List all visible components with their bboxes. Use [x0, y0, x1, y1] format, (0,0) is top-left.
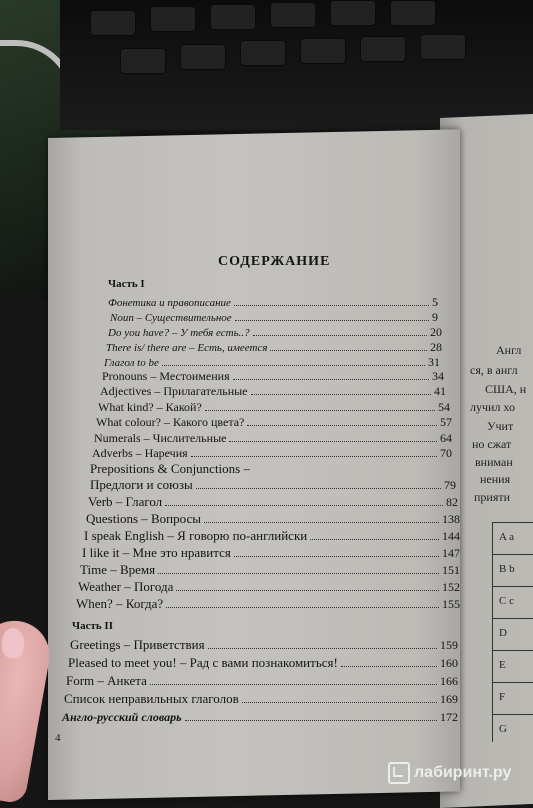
- keyboard-key: [420, 34, 466, 60]
- toc-entry: [108, 295, 438, 309]
- toc-leader: [176, 582, 439, 591]
- toc-leader: [235, 312, 429, 321]
- toc-entry: [104, 355, 440, 369]
- keyboard-background: [60, 0, 533, 130]
- toc-entry-label: Time – Время: [80, 562, 156, 577]
- fingernail: [2, 628, 24, 658]
- part-2-label: Часть II: [72, 620, 113, 632]
- toc-entry: [90, 478, 456, 492]
- alphabet-cell: D: [493, 618, 533, 646]
- toc-entry-label: Greetings – Приветствия: [70, 637, 205, 652]
- toc-entry-page: 20: [430, 325, 442, 339]
- toc-entry: [68, 656, 458, 670]
- toc-entry: [70, 638, 458, 652]
- toc-entry: [86, 512, 460, 526]
- toc-entry-label: Pleased to meet you! – Рад с вами познакомиться!: [68, 655, 338, 670]
- toc-entry-label: What colour? – Какого цвета?: [96, 415, 245, 429]
- toc-leader: [208, 640, 437, 649]
- toc-leader: [270, 342, 427, 351]
- toc-entry-page: 28: [430, 340, 442, 354]
- toc-entry-page: 54: [438, 400, 450, 414]
- right-page-line: Англ: [496, 343, 522, 357]
- right-page-line: прияти: [474, 490, 511, 504]
- toc-entry-page: 160: [440, 656, 458, 670]
- alphabet-cell: A a: [493, 522, 533, 550]
- right-page-line: но сжат: [472, 437, 512, 451]
- toc-entry-label: Form – Анкета: [66, 673, 147, 688]
- alphabet-cell: F: [493, 682, 533, 710]
- toc-entry: [88, 495, 458, 509]
- toc-entry: [110, 310, 438, 324]
- toc-entry-label: Adjectives – Прилагательные: [100, 384, 248, 398]
- toc-leader: [253, 327, 427, 336]
- keyboard-key: [330, 0, 376, 26]
- keyboard-key: [390, 0, 436, 26]
- toc-entry-label: When? – Когда?: [76, 596, 164, 611]
- toc-entry: [80, 563, 460, 577]
- toc-entry-page: 70: [440, 446, 452, 460]
- right-page-line: Учит: [487, 419, 514, 433]
- toc-entry-label: There is/ there are – Есть, имеется: [106, 342, 268, 354]
- toc-entry-label: Список неправильных глаголов: [64, 691, 239, 706]
- toc-entry-page: 151: [442, 563, 460, 577]
- toc-entry-label: Англо-русский словарь: [62, 710, 182, 724]
- keyboard-key: [360, 36, 406, 62]
- toc-title: СОДЕРЖАНИЕ: [218, 254, 331, 269]
- toc-entry-page: 31: [428, 355, 440, 369]
- toc-entry-page: 155: [442, 597, 460, 611]
- toc-entry-label: Noun – Существительное: [110, 312, 232, 324]
- toc-entry: [96, 415, 452, 429]
- toc-leader: [242, 694, 437, 703]
- toc-entry-label: Предлоги и союзы: [90, 477, 193, 492]
- toc-entry-label: Prepositions & Conjunctions –: [90, 461, 250, 476]
- keyboard-key: [120, 48, 166, 74]
- toc-entry: [94, 431, 452, 445]
- toc-entry-page: 152: [442, 580, 460, 594]
- toc-leader: [310, 531, 439, 540]
- toc-leader: [205, 402, 435, 411]
- toc-entry-page: 57: [440, 415, 452, 429]
- alphabet-table: [492, 522, 533, 742]
- toc-leader: [166, 599, 439, 608]
- toc-leader: [185, 712, 437, 721]
- part-1-label: Часть I: [108, 278, 145, 290]
- toc-entry-page: 166: [440, 674, 458, 688]
- toc-entry: [98, 400, 450, 414]
- toc-entry-label: I like it – Мне это нравится: [82, 545, 231, 560]
- page-number: 4: [55, 732, 61, 744]
- toc-entry: [108, 325, 442, 339]
- toc-entry: [92, 446, 452, 460]
- keyboard-key: [90, 10, 136, 36]
- keyboard-key: [180, 44, 226, 70]
- toc-entry: [62, 710, 458, 724]
- keyboard-key: [150, 6, 196, 32]
- toc-leader: [158, 565, 439, 574]
- watermark-text: лабиринт.ру: [414, 764, 512, 781]
- toc-entry: [90, 462, 390, 476]
- toc-entry: [66, 674, 458, 688]
- toc-leader: [247, 417, 437, 426]
- toc-entry-label: Weather – Погода: [78, 579, 174, 594]
- toc-leader: [204, 514, 439, 523]
- toc-entry-label: Adverbs – Наречия: [92, 446, 188, 460]
- keyboard-key: [270, 2, 316, 28]
- toc-entry-page: 82: [446, 495, 458, 509]
- toc-entry-page: 169: [440, 692, 458, 706]
- right-page-line: США, н: [485, 382, 527, 396]
- toc-entry: [102, 369, 444, 383]
- toc-entry-page: 159: [440, 638, 458, 652]
- toc-entry-label: Questions – Вопросы: [86, 511, 201, 526]
- toc-entry-label: Do you have? – У тебя есть..?: [108, 327, 250, 339]
- toc-entry-label: Pronouns – Местоимения: [102, 369, 230, 383]
- toc-entry-label: I speak English – Я говорю по-английски: [84, 528, 308, 543]
- toc-entry-page: 5: [432, 295, 438, 309]
- toc-leader: [191, 448, 437, 457]
- alphabet-cell: G: [493, 714, 533, 742]
- toc-leader: [234, 548, 439, 557]
- toc-leader: [196, 480, 441, 489]
- right-page-line: вниман: [475, 455, 513, 469]
- toc-entry-page: 64: [440, 431, 452, 445]
- toc-leader: [229, 433, 437, 442]
- toc-entry-page: 34: [432, 369, 444, 383]
- toc-entry-page: 41: [434, 384, 446, 398]
- toc-leader: [165, 497, 443, 506]
- toc-leader: [341, 658, 437, 667]
- toc-leader: [233, 371, 429, 380]
- toc-entry: [76, 597, 460, 611]
- right-page-line: нения: [480, 472, 511, 486]
- toc-entry-label: Numerals – Числительные: [94, 431, 227, 445]
- toc-entry-page: 144: [442, 529, 460, 543]
- toc-leader: [234, 297, 429, 306]
- alphabet-cell: B b: [493, 554, 533, 582]
- table-of-contents: [60, 150, 460, 750]
- toc-entry-page: 172: [440, 710, 458, 724]
- alphabet-cell: E: [493, 650, 533, 678]
- toc-entry-label: Verb – Глагол: [88, 494, 163, 509]
- right-page-line: лучил хо: [470, 400, 515, 414]
- toc-leader: [150, 676, 437, 685]
- watermark: [388, 762, 511, 784]
- toc-entry: [64, 692, 458, 706]
- toc-entry-label: Фонетика и правописание: [108, 297, 231, 309]
- toc-entry: [84, 529, 460, 543]
- keyboard-key: [210, 4, 256, 30]
- keyboard-key: [300, 38, 346, 64]
- toc-entry: [78, 580, 460, 594]
- right-page-line: ся, в англ: [470, 363, 518, 377]
- toc-entry: [106, 340, 442, 354]
- labirint-logo-icon: [388, 762, 410, 784]
- toc-entry-page: 79: [444, 478, 456, 492]
- toc-entry-label: What kind? – Какой?: [98, 400, 202, 414]
- toc-entry: [82, 546, 460, 560]
- toc-leader: [251, 386, 432, 395]
- toc-entry-page: 9: [432, 310, 438, 324]
- toc-entry-page: 138: [442, 512, 460, 526]
- toc-entry: [100, 384, 446, 398]
- keyboard-key: [240, 40, 286, 66]
- toc-entry-label: Глагол to be: [104, 357, 159, 369]
- toc-entry-page: 147: [442, 546, 460, 560]
- alphabet-cell: C c: [493, 586, 533, 614]
- toc-leader: [162, 357, 425, 366]
